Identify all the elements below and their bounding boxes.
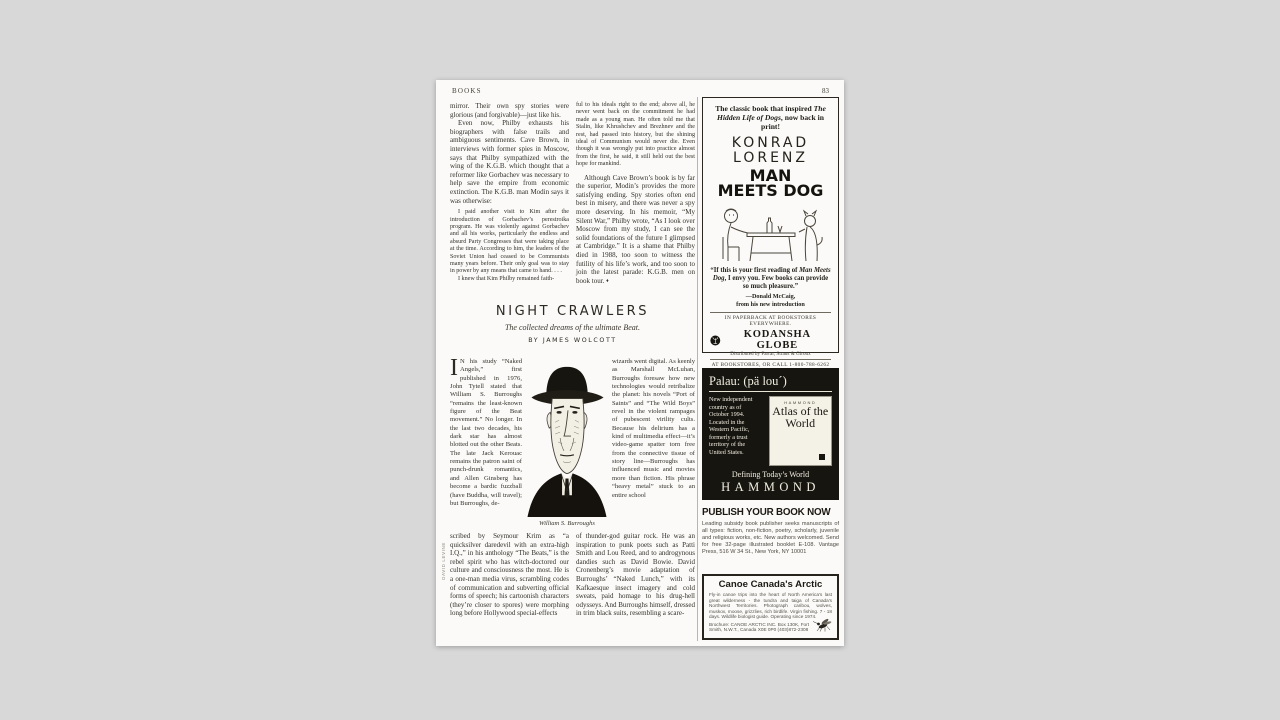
burroughs-caricature-illustration [525,361,609,517]
hammond-brand-name: HAMMOND [721,480,820,494]
cover-title: Atlas of the World [772,404,829,430]
burroughs-portrait-icon [525,361,609,517]
mosquito-icon [812,616,832,632]
ad-body-text: Leading subsidy book publisher seeks manuscripts of all types: fiction, non-fiction, poetry, scholarly, juvenile and religious works, etc. New authors welcomed. Send for free 32-page illustrated booklet E-108. Vantage Press, 516 W 34 St., New York, NY 10001 [702,521,839,555]
ad-publish-your-book [702,507,839,556]
paragraph: mirror. Their own spy stories were glorious (and forgivable)—just like his. [450,102,569,119]
ad-call-line: AT BOOKSTORES, OR CALL 1-800-788-6262 [710,359,831,368]
block-quote: I paid another visit to Kim after the introduction of Gorbachev’s perestroika program. He was violently against Gorbachev and all his works, particularly the endless and absurd Party Congresses that were taking place at the time. According to him, the leaders of the Soviet Union had ceased to be Communists many years before. Their only goal was to stay in power by any means that came to hand. . . . [450,209,569,275]
ad-canoe-canada-arctic [702,574,839,640]
paragraph: N his study “Naked Angels,” first published in 1976, John Tytell stated that William S. Burroughs “remains the least-known figure of the Beat movement.” No longer. In the last two decades, his dark star has almost blotted out the other Beats. The late Jack Kerouac remains the patron saint of punch-drunk romantics, and Allen Ginsberg has become a bardic fuzzball (have Buddha, will travel); but Burroughs, de- [450,358,522,507]
feature-byline: BY JAMES WOLCOTT [528,337,617,344]
paragraph: Even now, Philby exhausts his biographers with false trails and ambiguous sentiments. Cave Brown, in interviews with former spies in Moscow, says that Philby sympathized with the wing of the K.G.B. which thought that a reformer like Gorbachev was necessary to help save the empire from economic extinction. The K.G.B. man Modin says it was otherwise: [450,119,569,205]
paragraph: scribed by Seymour Krim as “a quicksilver daredevil with an extra-high I.Q.,” in his anthology “The Beats,” is the rebel spirit who has witch-doctored our culture and consciousness the most. He is a one-man media virus, scrambling codes of communication and subverting official forms of speech; his cartoonish characters (they’re closer to spores) were morphing long before Hollywood special-effects [450,532,569,618]
feature-column-right [612,358,695,521]
distributor-line: Distributed by Farrar, Straus & Giroux [730,351,811,358]
ad-body-text: Fly-in canoe trips into the heart of North America's last great wilderness - the tundra and taiga of Canada's Northwest Territories. Photograph caribou, wolves, muskox, moose, grizzlies, rich birdlife. Virgin fishing. 7 - 18 days. Wildlife biologist guide. Operating since 1974. [709,592,832,619]
paragraph: Although Cave Brown’s book is by far the superior, Modin’s provides the more satisfying ending. Spy stories often end best in misery, and there was never a spy more deserving. In his memoir, “My Silent War,” Philby wrote, “As I look over Moscow from my study, I can see the solid foundations of the future I glimpsed at Cambridge.” It is a shame that Philby died in 1988, too soon to witness the futility of his life’s work, and too soon to join the latest parade: K.G.B. men on book tour. ♦ [576,173,695,285]
feature-header [450,304,695,344]
section-label: BOOKS [452,87,482,95]
feature-column-bottom-right [576,532,695,618]
cover-logo-mark [819,454,825,460]
ad-tagline: Defining Today’s World [731,470,810,479]
block-quote: ful to his ideals right to the end; above all, he never went back on the commitment he had made as a young man. He often told me that Stalin, like Khrushchev and Brezhnev and the rest, had passed into history, but the shining ideal of Communism would never die. Even though it was wrongly put into practice almost from the first, he said, it still held out the best hope for mankind. [576,102,695,168]
spy-review-column-1 [450,102,569,283]
drop-cap: I [450,358,458,381]
publisher-imprint [710,329,831,351]
ad-palau-title: Palau: (pä lou´) [709,374,832,392]
ad-headline: PUBLISH YOUR BOOK NOW [702,507,831,518]
ad-body-row [709,396,832,466]
column-divider-rule [697,97,698,641]
ad-paperback-line: IN PAPERBACK AT BOOKSTORES EVERYWHERE. [710,312,831,327]
ad-book-title: MAN MEETS DOG [717,166,824,200]
end-mark: ♦ [606,278,609,284]
ad-author-name: KONRAD LORENZ [731,135,810,166]
illustration-caption: William S. Burroughs [539,520,595,527]
imprint-name: KODANSHA GLOBE [743,329,811,352]
mosquito-illustration [812,616,832,632]
ad-contact-line: Brochure: CANOE ARCTIC INC. Box 130K, Fort Smith, N.W.T., Canada X0E 0P0 (403)872-2308 [709,621,810,632]
feature-column-left [450,358,522,521]
ad-hammond-atlas [702,368,839,500]
man-and-dog-cartoon-icon [715,201,827,265]
spy-review-column-2 [576,102,695,286]
ad-review-quote: “If this is your first reading of Man Meets Dog, I envy you. Few books can provide so much pleasure.” [710,267,831,290]
ad-headline: Canoe Canada's Arctic [718,579,823,590]
page-number: 83 [822,87,829,95]
atlas-book-cover [769,396,832,466]
magazine-page [436,80,844,646]
paragraph: wizards went digital. As keenly as Marshall McLuhan, Burroughs foresaw how new technologies would retribalize the planet: his novels “Port of Saints” and “The Wild Boys” revel in the violent rampages of pubescent virility cults. Because his delirium has a kind of multimedia effect—it’s video-game spatter torn free from the connective tissue of story line—Burroughs has influenced music and movies more than fiction. His phrase “heavy metal” stuck to an entire school [612,358,695,499]
feature-subtitle: The collected dreams of the ultimate Beat. [504,323,640,332]
ad-man-meets-dog [702,97,839,369]
cover-brand-label: HAMMOND [784,400,817,405]
feature-title: NIGHT CRAWLERS [495,304,650,319]
illustration-credit: DAVID LEVINE [441,542,446,580]
ad-quote-attribution: —Donald McCaig, from his new introduction [736,293,805,308]
paragraph: of thunder-god guitar rock. He was an inspiration to punk poets such as Patti Smith and Lou Reed, and to androgynous dandies such as David Bowie. David Cronenberg’s movie adaptation of Burroughs’ “Naked Lunch,” with its Kafkaesque insect imagery and cold sweats, paid homage to his drug-hell odysseys. And Burroughs himself, dressed in trim black suits, resembling a scare- [576,532,695,618]
ad-body-text: New independent country as of October 1994. Located in the Western Pacific, formerly a trust territory of the United States. [709,396,753,456]
feature-column-bottom-left [450,532,569,618]
man-and-dog-cartoon [715,201,827,265]
block-quote: I knew that Kim Philby remained faith- [458,275,555,282]
kodansha-globe-icon [710,335,721,346]
ad-headline: The classic book that inspired The Hidden Life of Dogs, now back in print! [715,104,826,131]
